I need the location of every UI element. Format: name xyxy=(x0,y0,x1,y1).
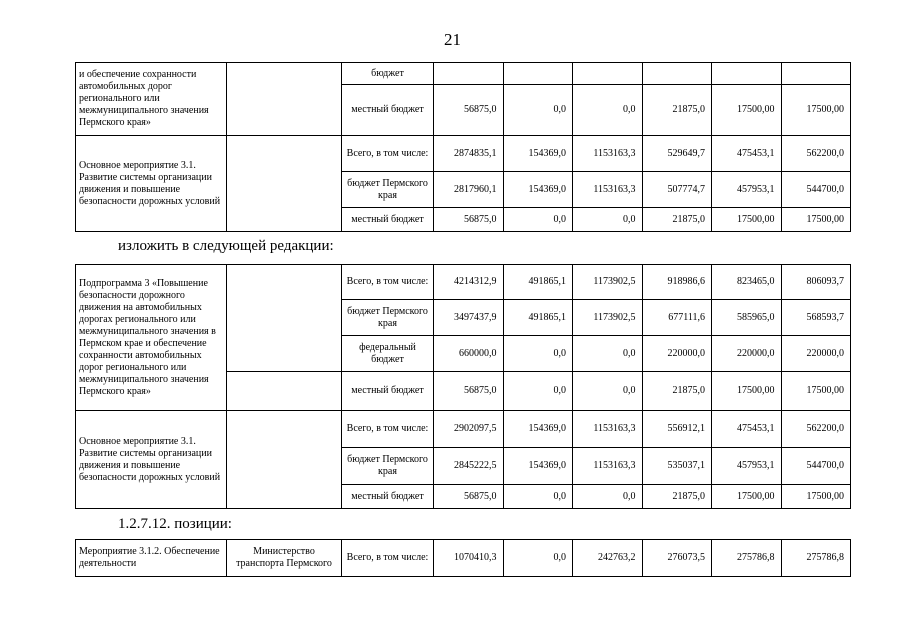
program-description: и обеспечение сохранности автомобильных дорог регионального или межмуниципального значения Пермского края» xyxy=(76,63,227,136)
value-cell: 3497437,9 xyxy=(434,300,504,336)
value-cell: 2902097,5 xyxy=(434,411,504,448)
value-cell: 275786,8 xyxy=(712,540,782,577)
value-cell: 507774,7 xyxy=(642,172,712,208)
value-cell: 21875,0 xyxy=(642,85,712,136)
value-cell: 535037,1 xyxy=(642,448,712,485)
table-row xyxy=(76,63,851,85)
funding-source: местный бюджет xyxy=(342,485,434,509)
value-cell xyxy=(781,63,851,85)
program-description: Мероприятие 3.1.2. Обеспечение деятельности xyxy=(76,540,227,577)
funding-source: Всего, в том числе: xyxy=(342,136,434,172)
value-cell: 0,0 xyxy=(503,485,573,509)
value-cell: 275786,8 xyxy=(781,540,851,577)
value-cell: 918986,6 xyxy=(642,265,712,300)
funding-source: Всего, в том числе: xyxy=(342,411,434,448)
value-cell: 1153163,3 xyxy=(573,448,643,485)
value-cell: 823465,0 xyxy=(712,265,782,300)
value-cell: 585965,0 xyxy=(712,300,782,336)
value-cell: 1153163,3 xyxy=(573,411,643,448)
value-cell xyxy=(503,63,573,85)
value-cell: 154369,0 xyxy=(503,136,573,172)
funding-source: Всего, в том числе: xyxy=(342,540,434,577)
value-cell: 220000,0 xyxy=(642,336,712,372)
executor-cell xyxy=(227,372,342,411)
value-cell: 568593,7 xyxy=(781,300,851,336)
value-cell: 1173902,5 xyxy=(573,265,643,300)
table-row xyxy=(76,411,851,448)
value-cell xyxy=(712,63,782,85)
funding-source: бюджет xyxy=(342,63,434,85)
page-number: 21 xyxy=(444,30,461,49)
table-new-version xyxy=(75,264,851,509)
value-cell: 154369,0 xyxy=(503,411,573,448)
value-cell: 0,0 xyxy=(573,485,643,509)
value-cell: 544700,0 xyxy=(781,448,851,485)
executor-cell: Министерство транспорта Пермского xyxy=(227,540,342,577)
value-cell: 660000,0 xyxy=(434,336,504,372)
program-description: Основное мероприятие 3.1. Развитие системы организации движения и повышение безопасности дорожных условий xyxy=(76,136,227,232)
value-cell: 2845222,5 xyxy=(434,448,504,485)
program-description: Основное мероприятие 3.1. Развитие системы организации движения и повышение безопасности дорожных условий xyxy=(76,411,227,509)
value-cell xyxy=(434,63,504,85)
value-cell: 457953,1 xyxy=(712,172,782,208)
value-cell: 1153163,3 xyxy=(573,172,643,208)
table-previous-version xyxy=(75,62,851,232)
funding-source: федеральный бюджет xyxy=(342,336,434,372)
value-cell: 0,0 xyxy=(503,336,573,372)
value-cell: 491865,1 xyxy=(503,300,573,336)
value-cell: 154369,0 xyxy=(503,448,573,485)
value-cell: 457953,1 xyxy=(712,448,782,485)
program-description: Подпрограмма 3 «Повышение безопасности дорожного движения на автомобильных дорогах регионального или межмуниципального значения в Пермском крае и обеспечение сохранности автомобильных дорог регионального или межмуниципального значения Пермского края» xyxy=(76,265,227,411)
value-cell: 0,0 xyxy=(573,85,643,136)
value-cell: 562200,0 xyxy=(781,411,851,448)
value-cell: 544700,0 xyxy=(781,172,851,208)
section-heading: изложить в следующей редакции: xyxy=(118,238,334,254)
value-cell: 17500,00 xyxy=(712,372,782,411)
value-cell: 17500,00 xyxy=(712,85,782,136)
value-cell: 556912,1 xyxy=(642,411,712,448)
value-cell: 242763,2 xyxy=(573,540,643,577)
table-row xyxy=(76,136,851,172)
table-row xyxy=(76,540,851,577)
value-cell: 17500,00 xyxy=(781,208,851,232)
value-cell: 17500,00 xyxy=(712,485,782,509)
executor-cell xyxy=(227,265,342,372)
value-cell: 0,0 xyxy=(573,336,643,372)
value-cell: 475453,1 xyxy=(712,136,782,172)
value-cell: 276073,5 xyxy=(642,540,712,577)
value-cell: 1070410,3 xyxy=(434,540,504,577)
table-positions xyxy=(75,539,851,577)
value-cell: 17500,00 xyxy=(781,85,851,136)
value-cell: 475453,1 xyxy=(712,411,782,448)
funding-source: бюджет Пермского края xyxy=(342,300,434,336)
value-cell: 0,0 xyxy=(503,208,573,232)
value-cell: 0,0 xyxy=(573,208,643,232)
value-cell: 56875,0 xyxy=(434,372,504,411)
value-cell: 2874835,1 xyxy=(434,136,504,172)
value-cell: 21875,0 xyxy=(642,372,712,411)
value-cell: 1173902,5 xyxy=(573,300,643,336)
value-cell: 17500,00 xyxy=(781,485,851,509)
value-cell: 21875,0 xyxy=(642,485,712,509)
value-cell: 0,0 xyxy=(503,85,573,136)
funding-source: местный бюджет xyxy=(342,208,434,232)
funding-source: Всего, в том числе: xyxy=(342,265,434,300)
section-heading: 1.2.7.12. позиции: xyxy=(118,516,232,532)
funding-source: бюджет Пермского края xyxy=(342,172,434,208)
value-cell: 1153163,3 xyxy=(573,136,643,172)
value-cell: 154369,0 xyxy=(503,172,573,208)
funding-source: местный бюджет xyxy=(342,372,434,411)
executor-cell xyxy=(227,63,342,136)
value-cell: 806093,7 xyxy=(781,265,851,300)
value-cell: 0,0 xyxy=(573,372,643,411)
funding-source: бюджет Пермского края xyxy=(342,448,434,485)
value-cell: 220000,0 xyxy=(781,336,851,372)
value-cell: 491865,1 xyxy=(503,265,573,300)
value-cell: 529649,7 xyxy=(642,136,712,172)
value-cell: 677111,6 xyxy=(642,300,712,336)
funding-source: местный бюджет xyxy=(342,85,434,136)
value-cell xyxy=(642,63,712,85)
value-cell: 56875,0 xyxy=(434,85,504,136)
value-cell xyxy=(573,63,643,85)
value-cell: 220000,0 xyxy=(712,336,782,372)
value-cell: 56875,0 xyxy=(434,485,504,509)
value-cell: 0,0 xyxy=(503,540,573,577)
value-cell: 17500,00 xyxy=(781,372,851,411)
value-cell: 562200,0 xyxy=(781,136,851,172)
value-cell: 56875,0 xyxy=(434,208,504,232)
value-cell: 2817960,1 xyxy=(434,172,504,208)
value-cell: 17500,00 xyxy=(712,208,782,232)
executor-cell xyxy=(227,136,342,232)
executor-cell xyxy=(227,411,342,509)
value-cell: 4214312,9 xyxy=(434,265,504,300)
value-cell: 0,0 xyxy=(503,372,573,411)
table-row xyxy=(76,265,851,300)
value-cell: 21875,0 xyxy=(642,208,712,232)
